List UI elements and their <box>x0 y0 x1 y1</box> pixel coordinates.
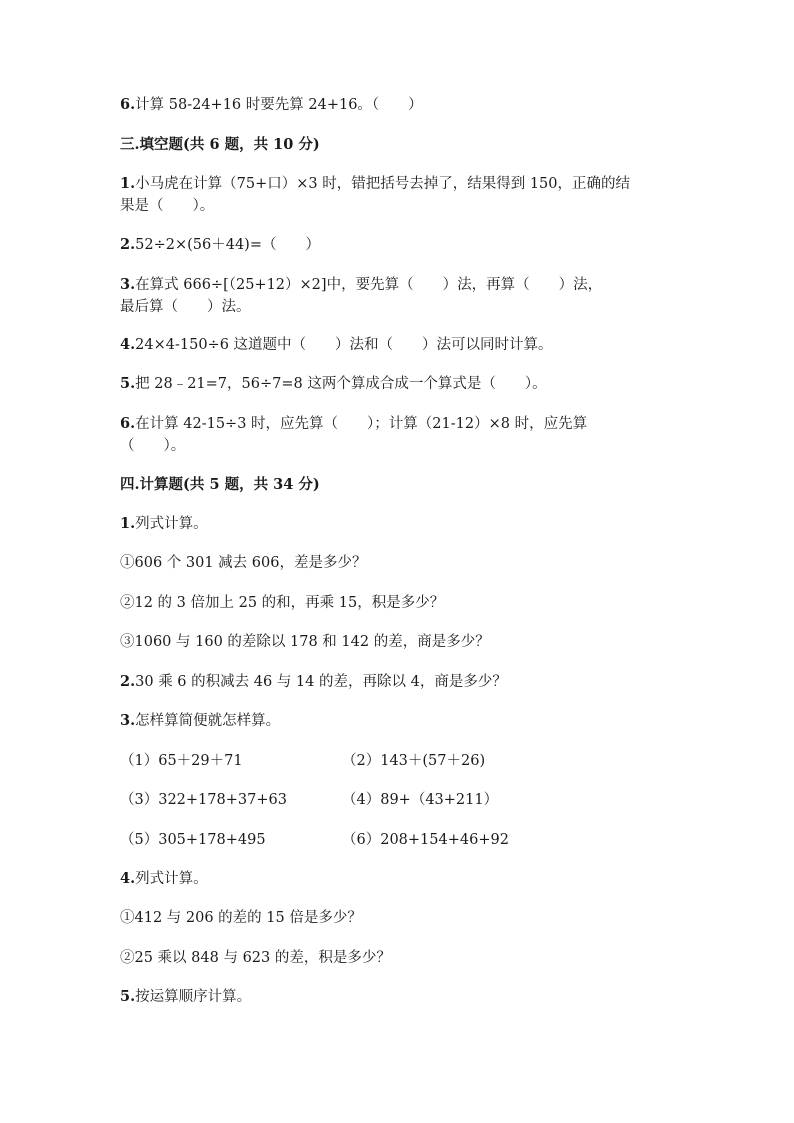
s3-question-1-line2: 果是（ ）。 <box>120 198 215 214</box>
question-text: 按运算顺序计算。 <box>135 989 252 1005</box>
question-text: 24×4-150÷6 这道题中（ ）法和（ ）法可以同时计算。 <box>135 337 553 353</box>
question-6-prev <box>120 94 423 116</box>
question-number: 6. <box>120 415 136 432</box>
calc-item-1: （1）65＋29＋71 <box>120 753 243 769</box>
s4-question-4 <box>120 868 208 890</box>
s3-question-3-line1 <box>120 274 602 296</box>
s4-question-2 <box>120 671 507 693</box>
section-3-heading: 三.填空题(共 6 题，共 10 分) <box>120 136 320 153</box>
question-number: 3. <box>120 712 136 729</box>
question-number: 5. <box>120 988 136 1005</box>
s3-question-4 <box>120 334 553 356</box>
question-number: 4. <box>120 336 136 353</box>
question-number: 2. <box>120 236 136 253</box>
s4-question-5 <box>120 986 251 1008</box>
question-text: 列式计算。 <box>135 516 208 532</box>
question-text: 计算 58-24+16 时要先算 24+16。（ ） <box>135 97 423 113</box>
list-item: ①606 个 301 减去 606，差是多少？ <box>120 555 367 571</box>
list-item: ①412 与 206 的差的 15 倍是多少？ <box>120 910 362 926</box>
question-text: 30 乘 6 的积减去 46 与 14 的差，再除以 4，商是多少？ <box>135 674 507 690</box>
question-number: 3. <box>120 276 136 293</box>
calc-item-4: （4）89+（43+211） <box>342 792 499 808</box>
list-item: ③1060 与 160 的差除以 178 和 142 的差，商是多少？ <box>120 634 490 650</box>
s3-question-6-line2: （ ）。 <box>120 438 186 454</box>
s3-question-5 <box>120 373 547 395</box>
question-number: 5. <box>120 375 136 392</box>
question-number: 4. <box>120 870 136 887</box>
question-text: 52÷2×(56＋44)=（ ） <box>135 237 320 253</box>
calc-item-5: （5）305+178+495 <box>120 832 266 848</box>
calc-item-2: （2）143＋(57＋26) <box>342 753 486 769</box>
question-text: 怎样算简便就怎样算。 <box>135 713 281 729</box>
list-item: ②25 乘以 848 与 623 的差，积是多少？ <box>120 950 391 966</box>
s3-question-6-line1 <box>120 413 587 435</box>
section-4-heading: 四.计算题(共 5 题，共 34 分) <box>120 476 320 493</box>
s4-question-3 <box>120 710 280 732</box>
s3-question-3-line2: 最后算（ ）法。 <box>120 299 251 315</box>
list-item: ②12 的 3 倍加上 25 的和，再乘 15，积是多少？ <box>120 595 445 611</box>
s3-question-1-line1 <box>120 173 630 195</box>
question-number: 6. <box>120 96 136 113</box>
question-number: 2. <box>120 673 136 690</box>
s4-question-1 <box>120 513 208 535</box>
question-text: 小马虎在计算（75+口）×3 时，错把括号去掉了，结果得到 150，正确的结 <box>135 176 631 192</box>
calc-item-3: （3）322+178+37+63 <box>120 792 287 808</box>
question-text: 在计算 42-15÷3 时，应先算（ ）；计算（21-12）×8 时，应先算 <box>135 416 588 432</box>
s3-question-2 <box>120 234 320 256</box>
question-number: 1. <box>120 515 136 532</box>
question-text: 把 28﹣21=7，56÷7=8 这两个算成合成一个算式是（ ）。 <box>135 376 547 392</box>
question-text: 列式计算。 <box>135 871 208 887</box>
question-text: 在算式 666÷[（25+12）×2]中，要先算（ ）法，再算（ ）法， <box>135 277 603 293</box>
calc-item-6: （6）208+154+46+92 <box>342 832 509 848</box>
question-number: 1. <box>120 175 136 192</box>
